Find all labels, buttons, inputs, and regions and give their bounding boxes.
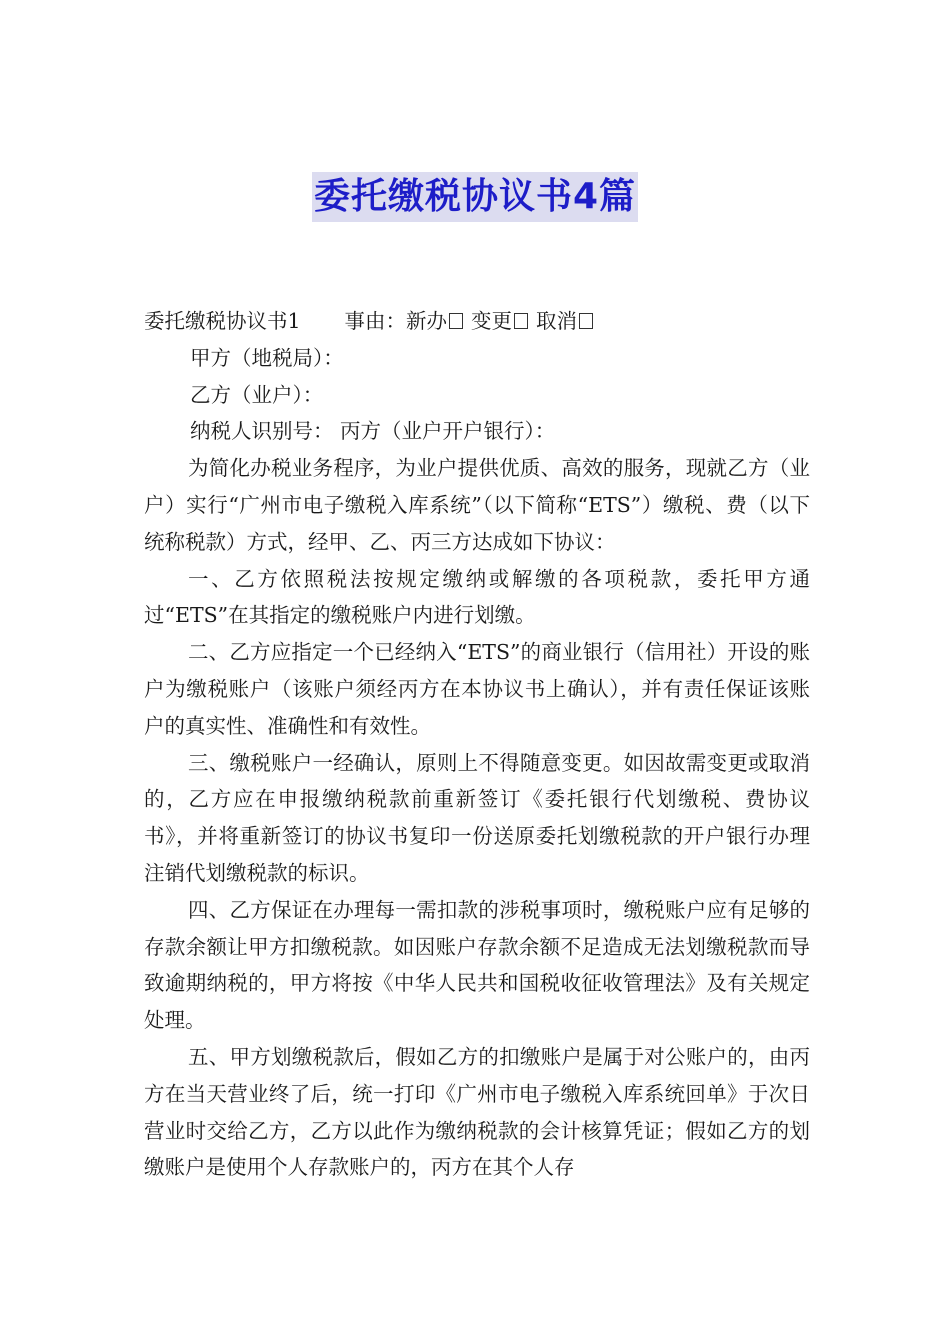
paragraph-clause-3: 三、缴税账户一经确认，原则上不得随意变更。如因故需变更或取消的，乙方应在申报缴纳税款前重新签订《委托银行代划缴税、费协议书》，并将重新签订的协议书复印一份送原委托划缴税款的开户银行办理注销代划缴税款的标识。 xyxy=(144,750,810,885)
title-container xyxy=(0,172,950,222)
option-cancel-label: 取消 xyxy=(536,309,578,333)
paragraph-clause-1: 一、乙方依照税法按规定缴纳或解缴的各项税款，委托甲方通过“ETS”在其指定的缴税账户内进行划缴。 xyxy=(144,566,810,628)
option-cancel-checkbox xyxy=(579,313,593,329)
option-change-label: 变更 xyxy=(471,309,513,333)
reason-label: 事由： xyxy=(344,309,407,333)
document-title: 委托缴税协议书4篇 xyxy=(312,172,638,222)
document-body xyxy=(144,303,810,1186)
party-b-line: 乙方（业户）： xyxy=(190,382,324,407)
doc-name: 委托缴税协议书1 xyxy=(144,309,301,333)
paragraph-intro: 为简化办税业务程序，为业户提供优质、高效的服务，现就乙方（业户）实行“广州市电子缴税入库系统”（以下简称“ETS”）缴税、费（以下统称税款）方式，经甲、乙、丙三方达成如下协议： xyxy=(144,456,810,554)
option-new-label: 新办 xyxy=(406,309,448,333)
paragraph-clause-2: 二、乙方应指定一个已经纳入“ETS”的商业银行（信用社）开设的账户为缴税账户（该账户须经丙方在本协议书上确认），并有责任保证该账户的真实性、准确性和有效性。 xyxy=(144,640,810,738)
option-new-checkbox xyxy=(449,313,463,329)
taxpayer-bank-line: 纳税人识别号： 丙方（业户开户银行）： xyxy=(190,419,556,444)
paragraph-clause-4: 四、乙方保证在办理每一需扣款的涉税事项时，缴税账户应有足够的存款余额让甲方扣缴税款。如因账户存款余额不足造成无法划缴税款而导致逾期纳税的，甲方将按《中华人民共和国税收征收管理法》及有关规定处理。 xyxy=(144,897,810,1033)
option-change-checkbox xyxy=(514,313,528,329)
header-line xyxy=(144,303,810,340)
paragraph-clause-5: 五、甲方划缴税款后，假如乙方的扣缴账户是属于对公账户的，由丙方在当天营业终了后，统一打印《广州市电子缴税入库系统回单》于次日营业时交给乙方，乙方以此作为缴纳税款的会计核算凭证；假如乙方的划缴账户是使用个人存款账户的，丙方在其个人存 xyxy=(144,1044,810,1180)
party-a-line: 甲方（地税局）： xyxy=(190,345,344,370)
